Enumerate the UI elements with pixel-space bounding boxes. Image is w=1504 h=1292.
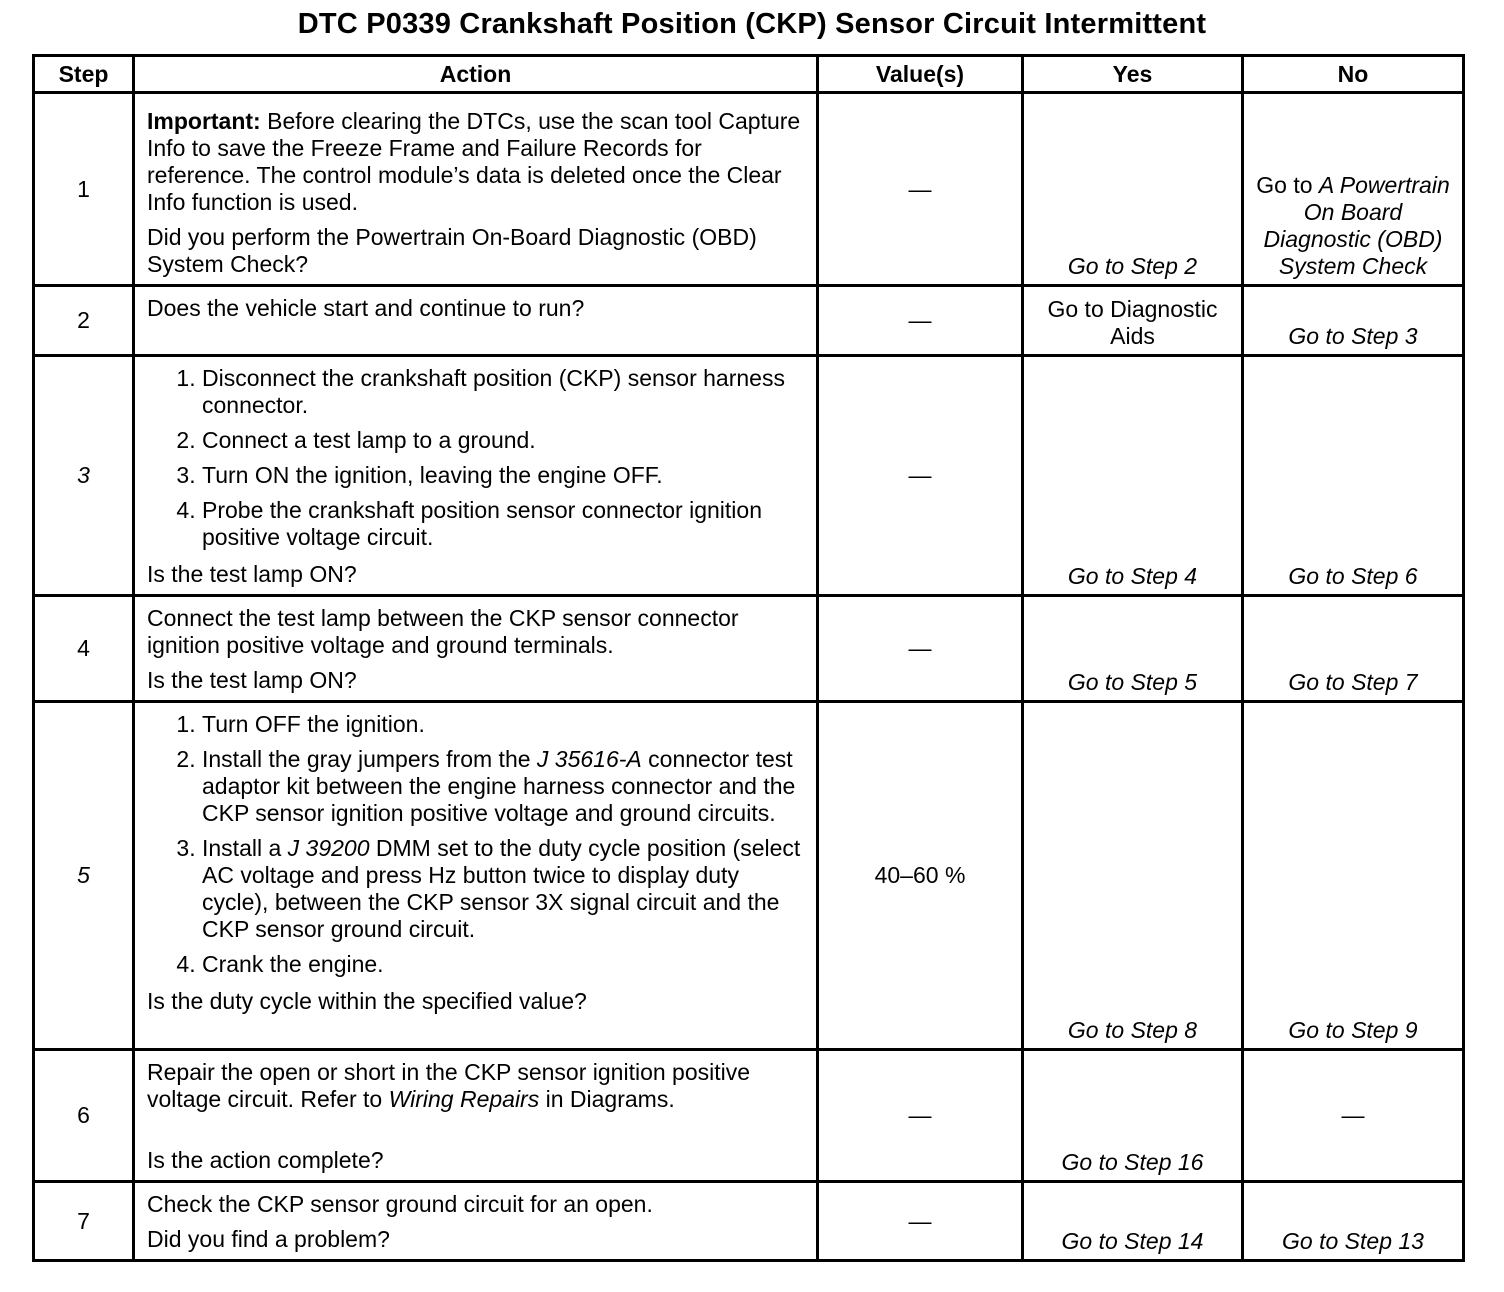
no-link[interactable]: Go to Step 3 [1243, 286, 1464, 356]
procedure-list [147, 365, 806, 551]
procedure-item [202, 746, 806, 827]
action-cell [134, 1050, 818, 1182]
action-cell [134, 93, 818, 286]
yes-link[interactable]: Go to Step 5 [1023, 596, 1243, 702]
action-cell [134, 1182, 818, 1261]
procedure-text: connector test adaptor kit between the engine harness connector and the CKP sensor ignition positive voltage and ground circuits. [202, 746, 796, 826]
no-link[interactable]: Go to Step 6 [1243, 356, 1464, 596]
procedure-item: 4. Probe the crankshaft position sensor connector ignition positive voltage circuit. [202, 497, 806, 551]
yes-link[interactable]: Go to Step 4 [1023, 356, 1243, 596]
action-cell [134, 596, 818, 702]
step-number: 7 [34, 1182, 134, 1261]
step-question: Did you find a problem? [147, 1226, 390, 1252]
value-cell: 40–60 % [818, 702, 1023, 1050]
procedure-item [202, 835, 806, 943]
procedure-text: Install the gray jumpers from the [202, 746, 537, 772]
action-cell [134, 356, 818, 596]
instruction-text: Repair the open or short in the CKP sensor ignition positive voltage circuit. Refer to [147, 1059, 751, 1112]
page-title: DTC P0339 Crankshaft Position (CKP) Sensor Circuit Intermittent [297, 8, 1207, 40]
step-question: Is the test lamp ON? [147, 561, 357, 587]
no-prefix: Go to [1256, 172, 1319, 198]
table-row [34, 356, 1464, 596]
table-row [34, 1182, 1464, 1261]
header-no: No [1243, 56, 1464, 93]
procedure-list [147, 711, 806, 978]
step-number: 2 [34, 286, 134, 356]
diagnostic-table [32, 54, 1465, 1262]
step-question: Does the vehicle start and continue to run? [147, 295, 585, 321]
header-values: Value(s) [818, 56, 1023, 93]
header-yes: Yes [1023, 56, 1243, 93]
procedure-item: 3. Turn ON the ignition, leaving the engine OFF. [202, 462, 806, 489]
no-target: A Powertrain On Board Diagnostic (OBD) System Check [1263, 172, 1450, 279]
step-number: 5 [34, 702, 134, 1050]
table-row [34, 1050, 1464, 1182]
no-link[interactable]: Go to Step 13 [1243, 1182, 1464, 1261]
step-question: Is the duty cycle within the specified value? [147, 988, 587, 1014]
tool-reference: J 35616-A [536, 746, 642, 772]
value-cell: — [818, 93, 1023, 286]
header-row [34, 56, 1464, 93]
procedure-text: DMM set to the duty cycle position (select AC voltage and press Hz button twice to display duty cycle), between the CKP sensor 3X signal circuit and the CKP sensor ground circuit. [202, 835, 801, 942]
value-cell: — [818, 286, 1023, 356]
table-row [34, 286, 1464, 356]
no-link[interactable]: Go to Step 9 [1243, 702, 1464, 1050]
step-instruction: Check the CKP sensor ground circuit for an open. [147, 1191, 653, 1217]
tool-reference: J 39200 [287, 835, 370, 861]
yes-link[interactable]: Go to Step 14 [1023, 1182, 1243, 1261]
header-step: Step [34, 56, 134, 93]
value-cell: — [818, 1182, 1023, 1261]
table-row [34, 596, 1464, 702]
important-note [147, 108, 806, 216]
value-cell: — [818, 1050, 1023, 1182]
yes-link[interactable]: Go to Diagnostic Aids [1023, 286, 1243, 356]
step-number: 6 [34, 1050, 134, 1182]
no-link[interactable]: Go to Step 7 [1243, 596, 1464, 702]
step-question: Is the test lamp ON? [147, 667, 357, 693]
step-number: 1 [34, 93, 134, 286]
step-number: 4 [34, 596, 134, 702]
procedure-item: 2. Connect a test lamp to a ground. [202, 427, 806, 454]
table-row [34, 93, 1464, 286]
step-number: 3 [34, 356, 134, 596]
instruction-text: in Diagrams. [539, 1086, 675, 1112]
yes-link[interactable]: Go to Step 16 [1023, 1050, 1243, 1182]
table-row [34, 702, 1464, 1050]
step-question: Is the action complete? [147, 1147, 384, 1173]
step-instruction [147, 1059, 806, 1113]
value-cell: — [818, 356, 1023, 596]
procedure-item: 4. Crank the engine. [202, 951, 806, 978]
header-action: Action [134, 56, 818, 93]
value-cell: — [818, 596, 1023, 702]
important-text: Before clearing the DTCs, use the scan tool Capture Info to save the Freeze Frame and Failure Records for reference. The control module’s data is deleted once the Clear Info function is used. [147, 108, 801, 215]
step-question: Did you perform the Powertrain On-Board Diagnostic (OBD) System Check? [147, 224, 757, 277]
no-link[interactable] [1243, 93, 1464, 286]
procedure-item: 1. Turn OFF the ignition. [202, 711, 806, 738]
step-instruction: Connect the test lamp between the CKP sensor connector ignition positive voltage and ground terminals. [147, 605, 739, 658]
reference-link[interactable]: Wiring Repairs [388, 1086, 540, 1112]
action-cell [134, 702, 818, 1050]
important-label: Important: [147, 108, 261, 134]
yes-link[interactable]: Go to Step 8 [1023, 702, 1243, 1050]
procedure-text: Install a [202, 835, 288, 861]
yes-link[interactable]: Go to Step 2 [1023, 93, 1243, 286]
no-value: — [1243, 1050, 1464, 1182]
action-cell [134, 286, 818, 356]
procedure-item: 1. Disconnect the crankshaft position (CKP) sensor harness connector. [202, 365, 806, 419]
